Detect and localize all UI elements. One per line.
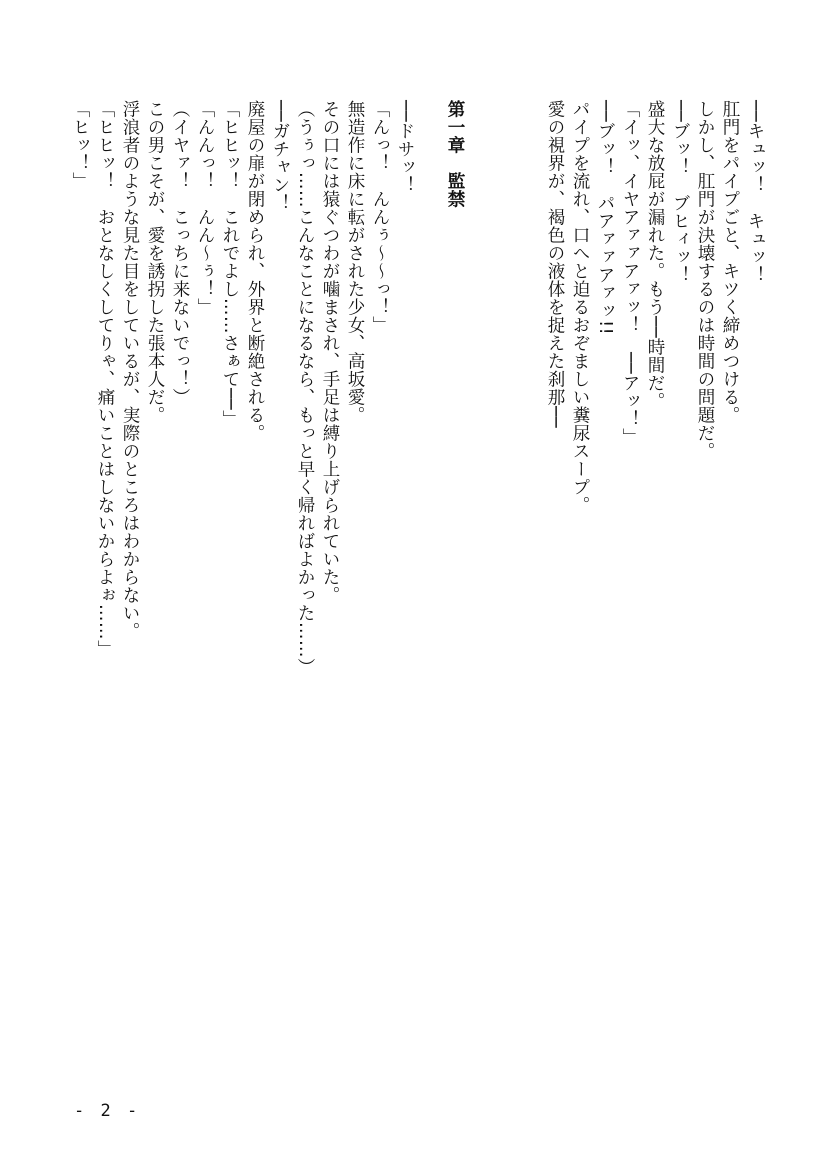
blank-line: [417, 100, 442, 640]
text-line: 「ヒッ！」: [70, 100, 90, 190]
text-line: 「イッ、イヤアァァアァッ！ ──アッ！」: [620, 100, 640, 447]
text-line: 「んんっ！ んん〜ぅ！」: [195, 100, 215, 316]
page-number: - 2 -: [74, 1101, 141, 1121]
blank-line: [492, 100, 517, 640]
text-line: 盛大な放屁が漏れた。もう──時間だ。: [645, 100, 665, 411]
text-line: 廃屋の扉が閉められ、外界と断絶される。: [245, 100, 265, 442]
text-line: 「んっ！ んんぅ〜〜っ！」: [370, 100, 390, 334]
text-line: 「ヒヒッ！ これでよし……さぁて──」: [220, 100, 240, 429]
text-line: 「ヒヒッ！ おとなしくしてりゃ、痛いことはしないからよぉ……」: [95, 100, 115, 658]
text-line: （イヤァ！ こっちに来ないでっ！）: [170, 100, 190, 406]
text-line: ──ガチャン！: [270, 100, 290, 213]
text-line: パイプを流れ、口へと迫るおぞましい糞尿スープ。: [570, 100, 590, 514]
chapter-title: 第一章 監禁: [445, 100, 465, 208]
text-line: 無造作に床に転がされた少女、高坂愛。: [345, 100, 365, 424]
text-line: 愛の視界が、褐色の液体を捉えた刹那──: [545, 100, 565, 429]
text-line: ──ドサッ！: [395, 100, 415, 195]
blank-line: [517, 100, 542, 640]
blank-line: [467, 100, 492, 640]
text-line: その口には猿ぐつわが噛まされ、手足は縛り上げられていた。: [320, 100, 340, 604]
text-line: 浮浪者のような見た目をしているが、実際のところはわからない。: [120, 100, 140, 640]
text-line: （うぅっ……こんなことになるなら、もっと早く帰ればよかった……）: [295, 100, 315, 676]
vertical-text-body: [67, 100, 767, 676]
text-line: この男こそが、愛を誘拐した張本人だ。: [145, 100, 165, 424]
text-line: ──キュッ！ キュッ！: [745, 100, 765, 285]
text-line: しかし、肛門が決壊するのは時間の問題だ。: [695, 100, 715, 460]
text-line: ──ブッ！ パアァァアァッ!!: [595, 100, 615, 336]
text-line: 肛門をパイプごと、キツく締めつける。: [720, 100, 740, 424]
text-line: ──ブッ！ ブヒィッ！: [670, 100, 690, 285]
